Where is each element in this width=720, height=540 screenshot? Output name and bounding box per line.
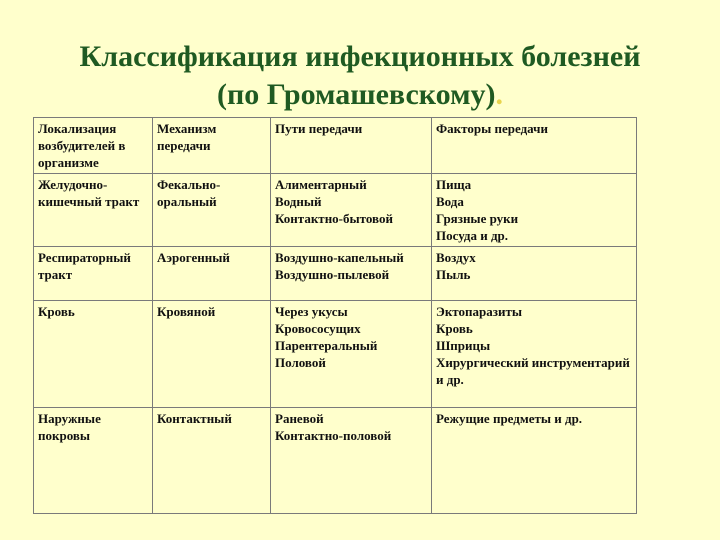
header-routes: Пути передачи <box>271 118 432 174</box>
cell-localization: Кровь <box>34 301 153 408</box>
table-row <box>34 174 637 247</box>
table-row <box>34 247 637 301</box>
title-line-1: Классификация инфекционных болезней <box>79 40 641 73</box>
cell-mechanism: Кровяной <box>153 301 271 408</box>
header-factors: Факторы передачи <box>432 118 637 174</box>
title-period: . <box>495 78 504 111</box>
header-localization: Локализация возбудителей в организме <box>34 118 153 174</box>
cell-routes: Воздушно-капельный Воздушно-пылевой <box>271 247 432 301</box>
title-line-2-text: (по Громашевскому) <box>216 78 496 111</box>
cell-routes: Через укусы Кровососущих Парентеральный Половой <box>271 301 432 408</box>
cell-localization: Наружные покровы <box>34 408 153 514</box>
title-line-2 <box>0 76 720 114</box>
cell-factors: Эктопаразиты Кровь Шприцы Хирургический инструментарий и др. <box>432 301 637 408</box>
table-row <box>34 301 637 408</box>
classification-table <box>33 117 637 514</box>
cell-factors: Воздух Пыль <box>432 247 637 301</box>
cell-factors: Режущие предметы и др. <box>432 408 637 514</box>
table-header-row <box>34 118 637 174</box>
header-mechanism: Механизм передачи <box>153 118 271 174</box>
cell-factors: Пища Вода Грязные руки Посуда и др. <box>432 174 637 247</box>
cell-routes: Раневой Контактно-половой <box>271 408 432 514</box>
slide-title <box>0 38 720 114</box>
cell-mechanism: Аэрогенный <box>153 247 271 301</box>
cell-routes: Алиментарный Водный Контактно-бытовой <box>271 174 432 247</box>
cell-localization: Желудочно-кишечный тракт <box>34 174 153 247</box>
cell-localization: Респираторный тракт <box>34 247 153 301</box>
cell-mechanism: Контактный <box>153 408 271 514</box>
table-row <box>34 408 637 514</box>
cell-mechanism: Фекально-оральный <box>153 174 271 247</box>
